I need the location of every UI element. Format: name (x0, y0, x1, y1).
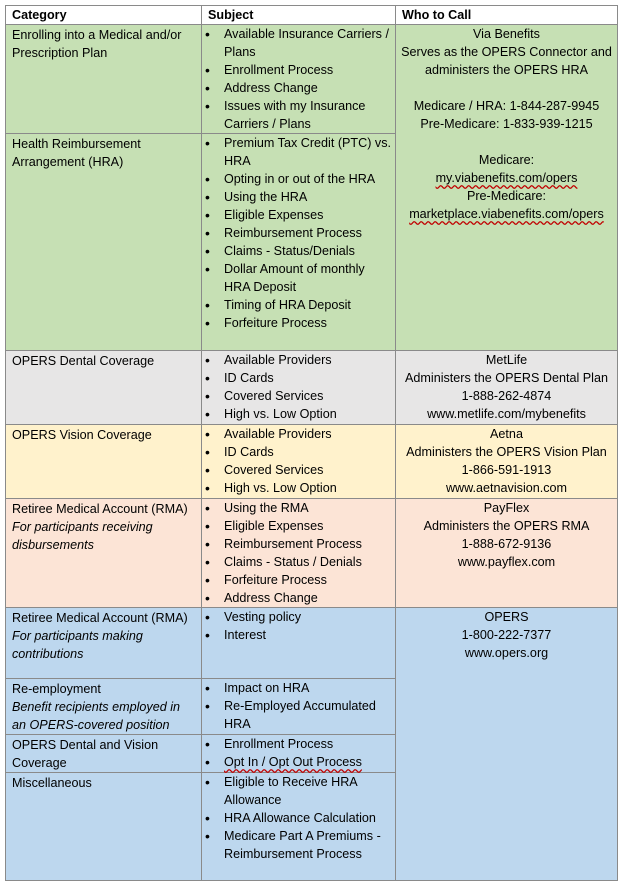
contact-name: PayFlex (483, 501, 530, 515)
category-label: Health Reimbursement Arrangement (HRA) (12, 137, 141, 169)
contact-website[interactable]: www.metlife.com/mybenefits (427, 407, 586, 421)
contact-opers (396, 608, 618, 881)
contact-phone: 1-800-222-7377 (461, 628, 552, 642)
subject-item: • Claims - Status/Denials (224, 242, 391, 260)
category-label: Retiree Medical Account (RMA) (12, 611, 188, 625)
subject-cell (202, 134, 396, 351)
header-row (6, 6, 618, 25)
subject-cell (202, 679, 396, 735)
subject-item: • Eligible Expenses (224, 206, 391, 224)
subject-item: • Re-Employed Accumulated HRA (224, 697, 391, 733)
subject-item: • Opting in or out of the HRA (224, 170, 391, 188)
subject-item: • Claims - Status / Denials (224, 553, 391, 571)
subject-item: • Available Providers (224, 425, 391, 443)
category-cell (6, 134, 202, 351)
table-row (6, 425, 618, 499)
table-row (6, 351, 618, 425)
contact-description: Serves as the OPERS Connector and administers the OPERS HRA (401, 45, 612, 77)
subject-item: • Available Providers (224, 351, 391, 369)
category-label: Retiree Medical Account (RMA) (12, 502, 188, 516)
contact-description: Administers the OPERS Vision Plan (406, 445, 607, 459)
subject-item: • Using the HRA (224, 188, 391, 206)
contact-phone: 1-888-672-9136 (461, 537, 552, 551)
contact-payflex (396, 499, 618, 608)
subject-item: • Reimbursement Process (224, 224, 391, 242)
contact-description: Administers the OPERS RMA (423, 519, 590, 533)
subject-cell (202, 25, 396, 134)
category-cell (6, 25, 202, 134)
subject-item: • Eligible Expenses (224, 517, 391, 535)
contact-aetna (396, 425, 618, 499)
contact-table (5, 5, 618, 881)
contact-via-benefits (396, 25, 618, 351)
table-row (6, 25, 618, 134)
subject-item: • ID Cards (224, 369, 391, 387)
subject-cell (202, 499, 396, 608)
category-label: OPERS Dental and Vision Coverage (12, 738, 159, 770)
subject-item: • ID Cards (224, 443, 391, 461)
category-cell (6, 735, 202, 773)
contact-phone: Pre-Medicare: 1-833-939-1215 (420, 117, 593, 131)
category-label: OPERS Dental Coverage (12, 354, 155, 368)
subject-item: • Medicare Part A Premiums - Reimbursement Process (224, 827, 391, 863)
contact-phone: 1-888-262-4874 (461, 389, 552, 403)
category-cell (6, 351, 202, 425)
subject-item: • Address Change (224, 589, 391, 607)
category-note: Benefit recipients employed in an OPERS-covered position (12, 700, 181, 732)
subject-cell (202, 773, 396, 881)
subject-item: • High vs. Low Option (224, 479, 391, 497)
category-cell (6, 499, 202, 608)
contact-website[interactable]: www.aetnavision.com (445, 481, 568, 495)
subject-item: • Timing of HRA Deposit (224, 296, 391, 314)
subject-item: • Vesting policy (224, 608, 391, 626)
subject-item: • Eligible to Receive HRA Allowance (224, 773, 391, 809)
category-cell (6, 608, 202, 679)
header-category: Category (6, 6, 202, 25)
contact-name: Via Benefits (473, 27, 540, 41)
category-label: OPERS Vision Coverage (12, 428, 152, 442)
subject-item: • Reimbursement Process (224, 535, 391, 553)
category-note: For participants making contributions (12, 629, 143, 661)
subject-item: • Issues with my Insurance Carriers / Plans (224, 97, 391, 133)
subject-item: • Using the RMA (224, 499, 391, 517)
contact-web-label: Medicare: (478, 153, 535, 167)
contact-phone: 1-866-591-1913 (461, 463, 552, 477)
subject-item: • Forfeiture Process (224, 571, 391, 589)
subject-item: • Interest (224, 626, 391, 644)
subject-item: • Premium Tax Credit (PTC) vs. HRA (224, 134, 391, 170)
contact-website[interactable]: marketplace.viabenefits.com/opers (409, 207, 604, 221)
subject-item: • Address Change (224, 79, 391, 97)
subject-item (224, 753, 391, 771)
subject-item: • Enrollment Process (224, 61, 391, 79)
subject-cell (202, 425, 396, 499)
contact-website[interactable]: www.payflex.com (457, 555, 556, 569)
category-note: For participants receiving disbursements (12, 520, 153, 552)
contact-website[interactable]: www.opers.org (464, 646, 549, 660)
subject-item-text: Opt In / Opt Out Process (224, 755, 362, 769)
table-row (6, 608, 618, 679)
header-subject: Subject (202, 6, 396, 25)
table-row (6, 499, 618, 608)
subject-item: • Dollar Amount of monthly HRA Deposit (224, 260, 391, 296)
subject-cell (202, 608, 396, 679)
contact-web-label: Pre-Medicare: (466, 189, 547, 203)
category-label: Miscellaneous (12, 776, 92, 790)
subject-item: • High vs. Low Option (224, 405, 391, 423)
category-cell (6, 773, 202, 881)
contact-name: Aetna (490, 427, 523, 441)
category-label: Enrolling into a Medical and/or Prescription Plan (12, 28, 182, 60)
contact-website[interactable]: my.viabenefits.com/opers (435, 171, 578, 185)
contact-metlife (396, 351, 618, 425)
subject-item: • Available Insurance Carriers / Plans (224, 25, 391, 61)
contact-description: Administers the OPERS Dental Plan (405, 371, 608, 385)
contact-phone: Medicare / HRA: 1-844-287-9945 (413, 99, 600, 113)
subject-cell (202, 351, 396, 425)
category-label: Re-employment (12, 682, 101, 696)
category-cell (6, 425, 202, 499)
subject-cell (202, 735, 396, 773)
contact-name: MetLife (485, 353, 528, 367)
subject-item: • Impact on HRA (224, 679, 391, 697)
subject-item: • Enrollment Process (224, 735, 391, 753)
subject-item: • Covered Services (224, 387, 391, 405)
header-who-to-call: Who to Call (396, 6, 618, 25)
category-cell (6, 679, 202, 735)
subject-item: • Forfeiture Process (224, 314, 391, 332)
contact-name: OPERS (484, 610, 529, 624)
subject-item: • HRA Allowance Calculation (224, 809, 391, 827)
subject-item: • Covered Services (224, 461, 391, 479)
